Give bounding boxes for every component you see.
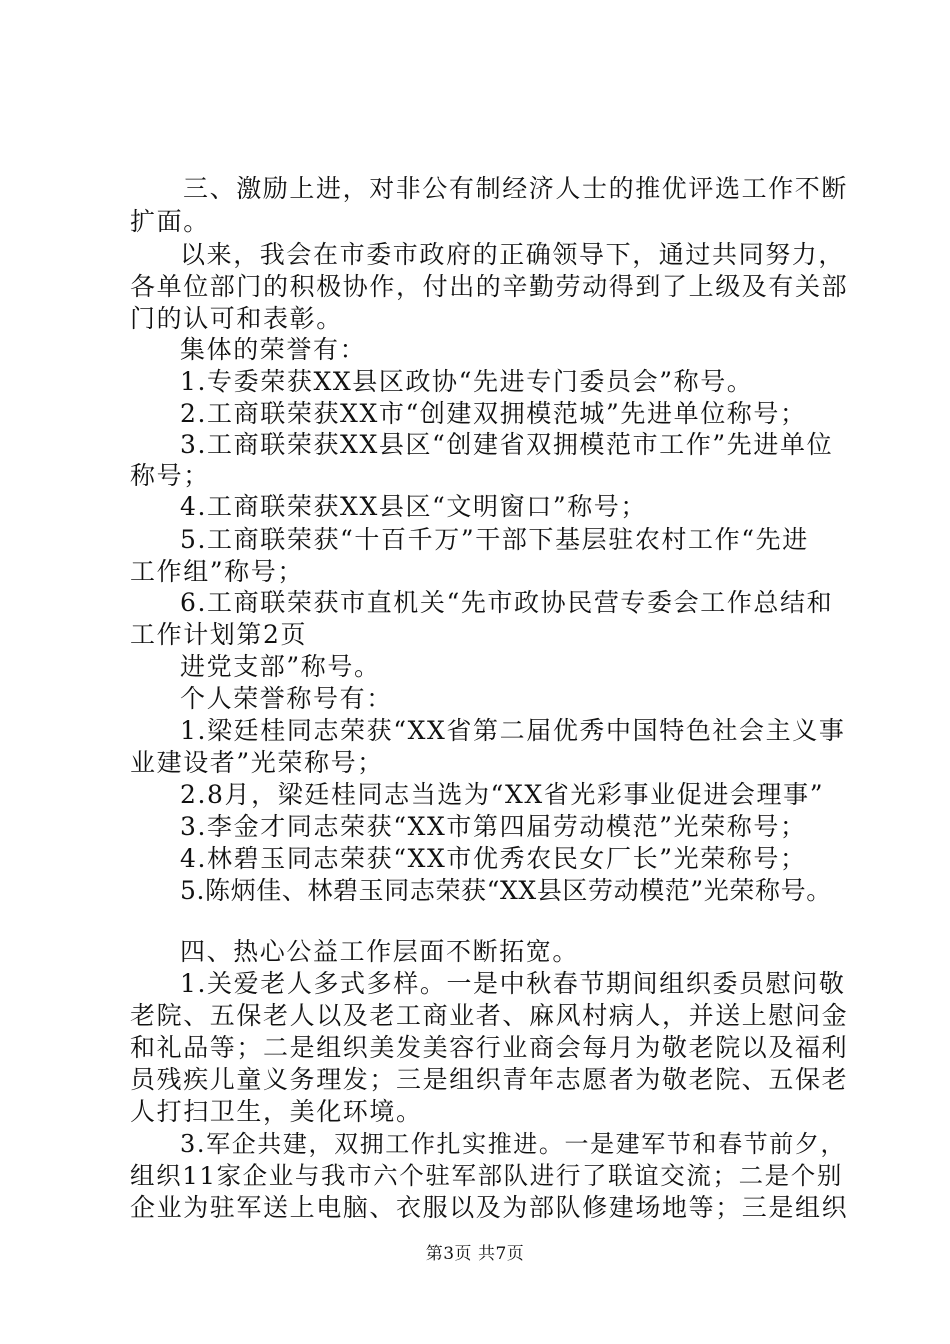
paragraph-line: 个人荣誉称号有： <box>180 684 393 713</box>
paragraph-line: 企业为驻军送上电脑、衣服以及为部队修建场地等；三是组织 <box>130 1193 849 1222</box>
list-item: 3.工商联荣获XX县区“创建省双拥模范市工作”先进单位 <box>180 430 834 459</box>
list-item: 4.林碧玉同志荣获“XX市优秀农民女厂长”光荣称号； <box>180 844 807 873</box>
list-item: 1.关爱老人多式多样。一是中秋春节期间组织委员慰问敬 <box>180 969 846 998</box>
list-item: 2.工商联荣获XX市“创建双拥模范城”先进单位称号； <box>180 399 807 428</box>
paragraph-line: 三、激励上进，对非公有制经济人士的推优评选工作不断 <box>183 174 849 203</box>
list-item: 3.军企共建，双拥工作扎实推进。一是建军节和春节前夕， <box>180 1130 847 1158</box>
page-footer: 第3页 共7页 <box>425 1244 525 1264</box>
list-item: 3.李金才同志荣获“XX市第四届劳动模范”光荣称号； <box>180 812 807 841</box>
paragraph-line: 员残疾儿童义务理发；三是组织青年志愿者为敬老院、五保老 <box>130 1065 849 1094</box>
paragraph-line: 各单位部门的积极协作，付出的辛勤劳动得到了上级及有关部 <box>130 272 849 301</box>
paragraph-line: 进党支部”称号。 <box>180 652 381 681</box>
section-heading: 四、热心公益工作层面不断拓宽。 <box>180 937 580 966</box>
list-item: 6.工商联荣获市直机关“先市政协民营专委会工作总结和 <box>180 588 834 617</box>
paragraph-line: 扩面。 <box>130 207 210 236</box>
paragraph-line: 和礼品等；二是组织美发美容行业商会每月为敬老院以及福利 <box>130 1033 849 1062</box>
list-item: 4.工商联荣获XX县区“文明窗口”称号； <box>180 492 648 521</box>
paragraph-line: 人打扫卫生，美化环境。 <box>130 1097 423 1126</box>
list-item: 2.8月，梁廷桂同志当选为“XX省光彩事业促进会理事” <box>180 780 825 809</box>
paragraph-line: 组织11家企业与我市六个驻军部队进行了联谊交流；二是个别 <box>130 1161 843 1190</box>
paragraph-line: 以来，我会在市委市政府的正确领导下，通过共同努力， <box>180 240 846 269</box>
list-item: 5.陈炳佳、林碧玉同志荣获“XX县区劳动模范”光荣称号。 <box>180 876 832 905</box>
paragraph-line: 工作计划第2页 <box>130 620 308 649</box>
paragraph-line: 称号； <box>130 461 210 490</box>
paragraph-line: 门的认可和表彰。 <box>130 304 343 333</box>
paragraph-line: 老院、五保老人以及老工商业者、麻风村病人，并送上慰问金 <box>130 1001 849 1030</box>
paragraph-line: 工作组”称号； <box>130 557 304 586</box>
list-item: 1.梁廷桂同志荣获“XX省第二届优秀中国特色社会主义事 <box>180 716 846 745</box>
paragraph-line: 集体的荣誉有： <box>180 335 367 364</box>
paragraph-line: 业建设者”光荣称号； <box>130 748 384 777</box>
list-item: 5.工商联荣获“十百千万”干部下基层驻农村工作“先进 <box>180 525 809 554</box>
list-item: 1.专委荣获XX县区政协“先进专门委员会”称号。 <box>180 367 754 396</box>
